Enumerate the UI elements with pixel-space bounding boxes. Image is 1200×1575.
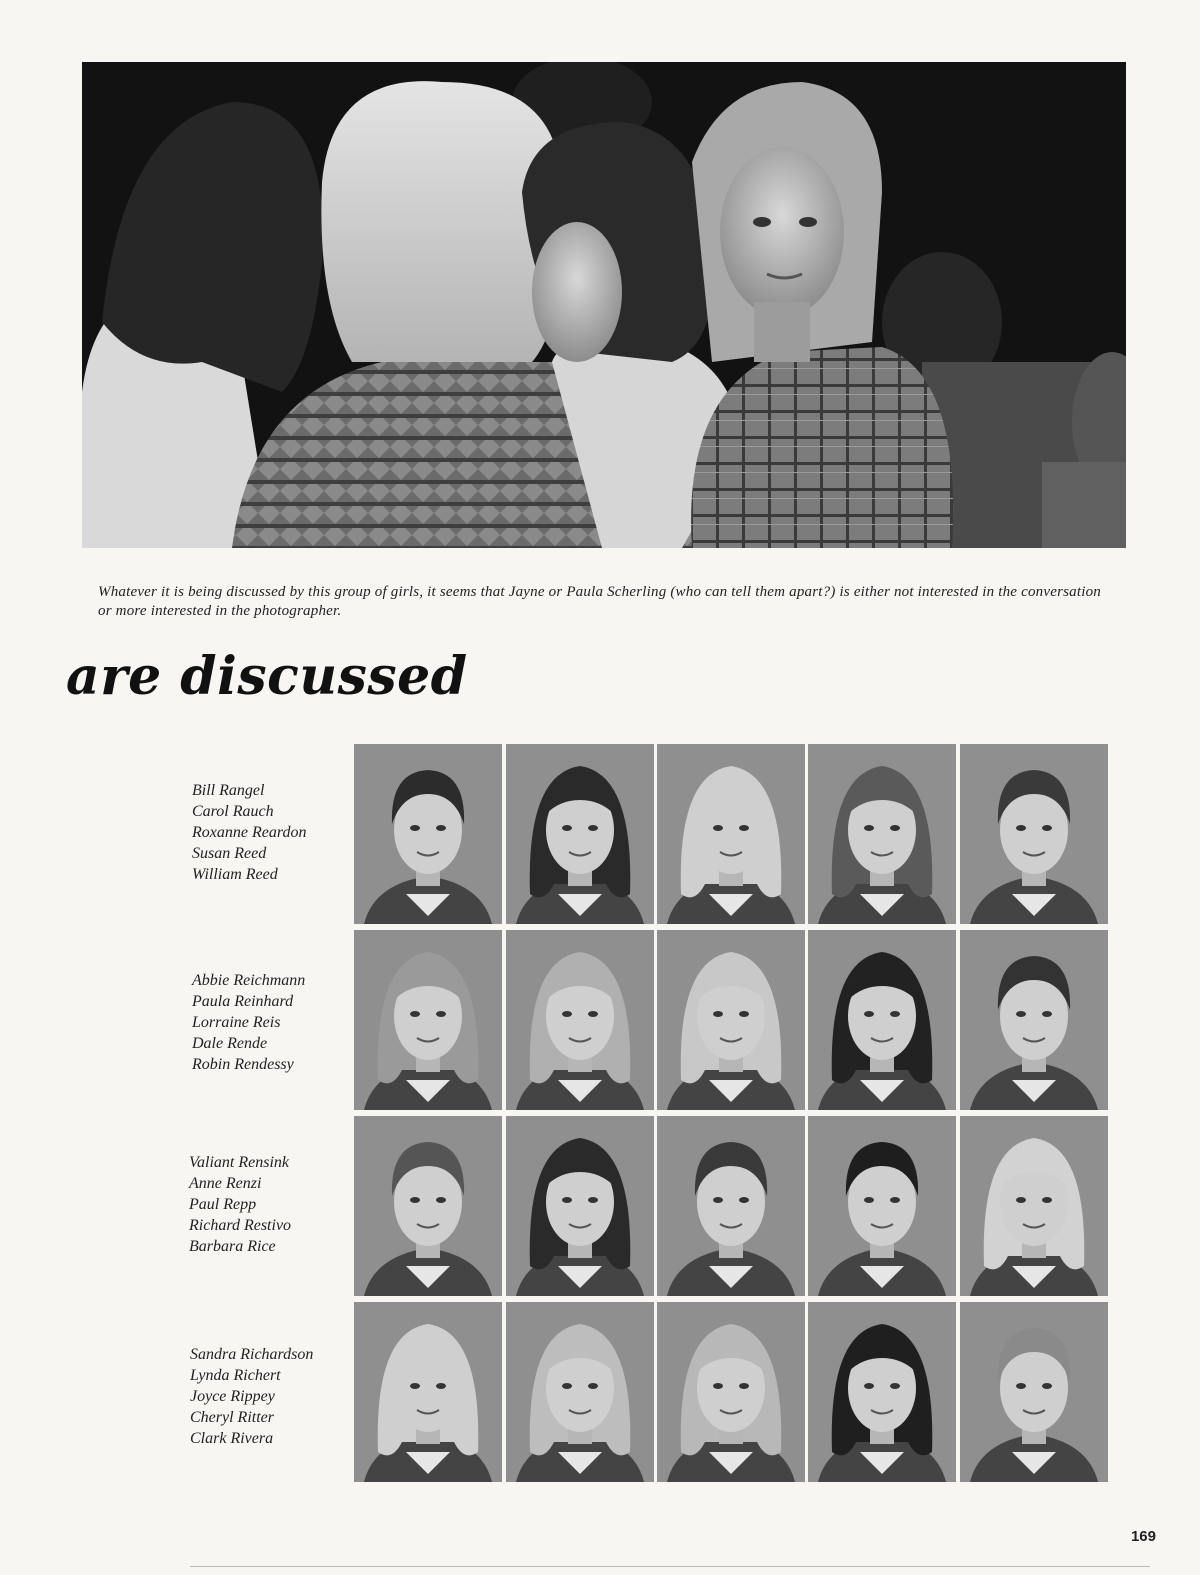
name-list-row-3 bbox=[189, 1152, 349, 1257]
student-name: Carol Rauch bbox=[192, 803, 274, 820]
student-name: Lynda Richert bbox=[190, 1367, 281, 1384]
student-name: Valiant Rensink bbox=[189, 1154, 289, 1171]
photo-caption: Whatever it is being discussed by this group of girls, it seems that Jayne or Paula Scherling (who can tell them apart?) is either not interested in the conversation or more interested in the photographer. bbox=[98, 584, 1101, 619]
student-portrait bbox=[506, 1116, 654, 1296]
student-portrait bbox=[960, 1302, 1108, 1482]
divider bbox=[190, 1566, 1150, 1567]
student-portrait bbox=[354, 1302, 502, 1482]
student-name: Joyce Rippey bbox=[190, 1388, 275, 1405]
student-portrait bbox=[657, 930, 805, 1110]
group-photo bbox=[82, 62, 1126, 548]
student-name: Bill Rangel bbox=[192, 782, 265, 799]
student-portrait bbox=[506, 744, 654, 924]
student-portrait bbox=[808, 744, 956, 924]
student-name: William Reed bbox=[192, 866, 278, 883]
student-portrait bbox=[506, 1302, 654, 1482]
student-name: Sandra Richardson bbox=[190, 1346, 314, 1363]
page-number: 169 bbox=[1130, 1528, 1156, 1545]
student-portrait bbox=[354, 930, 502, 1110]
student-portrait bbox=[960, 1116, 1108, 1296]
student-name: Abbie Reichmann bbox=[192, 972, 306, 989]
student-portrait bbox=[657, 1116, 805, 1296]
name-list-row-4 bbox=[190, 1344, 350, 1449]
student-name: Cheryl Ritter bbox=[190, 1409, 274, 1426]
student-portrait bbox=[960, 930, 1108, 1110]
student-name: Lorraine Reis bbox=[192, 1014, 281, 1031]
student-name: Barbara Rice bbox=[189, 1238, 276, 1255]
section-headline: are discussed bbox=[66, 646, 468, 707]
student-name: Clark Rivera bbox=[190, 1430, 274, 1447]
student-name: Susan Reed bbox=[192, 845, 267, 862]
student-name: Richard Restivo bbox=[189, 1217, 292, 1234]
student-portrait bbox=[354, 1116, 502, 1296]
student-portrait bbox=[506, 930, 654, 1110]
student-name: Robin Rendessy bbox=[192, 1056, 294, 1073]
student-portrait bbox=[808, 1116, 956, 1296]
student-name: Paul Repp bbox=[189, 1196, 257, 1213]
student-name: Paula Reinhard bbox=[192, 993, 294, 1010]
student-name: Roxanne Reardon bbox=[192, 824, 307, 841]
student-portrait bbox=[657, 744, 805, 924]
student-portrait bbox=[354, 744, 502, 924]
student-portrait bbox=[808, 1302, 956, 1482]
name-list-row-2 bbox=[192, 970, 352, 1075]
student-name: Dale Rende bbox=[192, 1035, 268, 1052]
name-list-row-1 bbox=[192, 780, 352, 885]
student-portrait bbox=[657, 1302, 805, 1482]
student-portrait bbox=[960, 744, 1108, 924]
student-portrait bbox=[808, 930, 956, 1110]
student-name: Anne Renzi bbox=[189, 1175, 262, 1192]
